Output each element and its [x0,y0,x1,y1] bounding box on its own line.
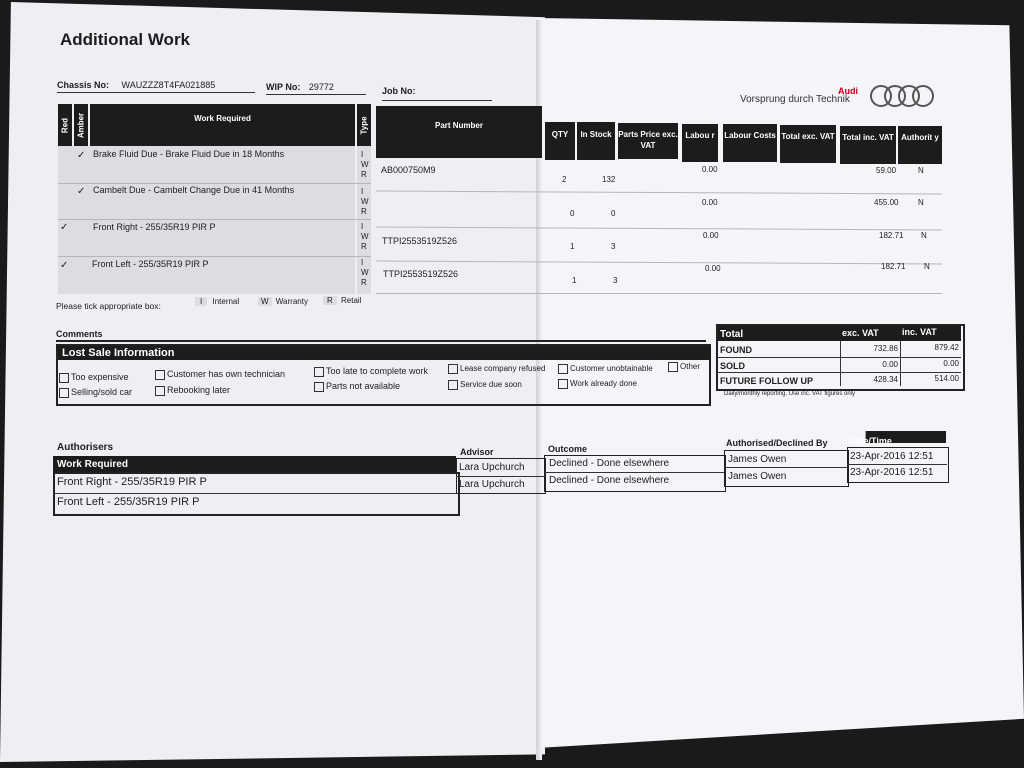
header-labour: Labou r [682,124,718,162]
chassis-field [57,80,255,93]
checkbox[interactable] [448,380,458,390]
lost-sale-option[interactable] [448,380,522,390]
auth-header-outcome: Outcome [548,444,588,454]
row3-total-inc: 182.71 [879,231,904,240]
row2-total-inc: 455.00 [874,198,899,207]
row-divider [58,256,371,257]
work-rows-shade [58,146,355,294]
auth-row2-work: Front Left - 255/35R19 PIR P [57,496,200,508]
header-total-exc: Total exc. VAT [780,125,836,163]
option-label: Service due soon [460,380,522,390]
auth-row1-advisor: Lara Upchurch [459,462,525,473]
row4-type-r: R [361,278,367,287]
row2-auth: N [918,198,924,207]
row3-type-r: R [361,242,367,251]
row3-part: TTPI2553519Z526 [382,236,458,246]
totals-found-inc: 879.42 [934,343,959,352]
lost-sale-option[interactable] [155,369,285,380]
totals-found-label: FOUND [720,345,752,355]
header-amber-label: Amber [76,112,86,139]
legend-warranty-label: Warranty [275,297,308,306]
checkbox[interactable] [155,370,165,380]
checkbox[interactable] [448,364,458,374]
row2-work: Cambelt Due - Cambelt Change Due in 41 Months [93,185,295,195]
row-divider [376,293,942,294]
header-red-label: Red [60,117,70,134]
totals-sold-inc: 0.00 [943,359,959,368]
lost-sale-option[interactable] [59,387,132,398]
totals-found-exc: 732.86 [873,344,898,353]
wip-label: WIP No: [266,82,301,92]
row3-type-w: W [361,232,369,241]
auth-row1-work: Front Right - 255/35R19 PIR P [57,476,207,488]
row4-auth: N [924,262,930,271]
row2-type-i: I [361,187,364,196]
totals-future-label: FUTURE FOLLOW UP [720,376,813,386]
totals-sold-label: SOLD [720,361,746,371]
row4-labour: 0.00 [705,264,721,273]
totals-exc-header: exc. VAT [842,328,879,338]
option-label: Lease company refused [460,364,546,374]
row1-qty: 2 [562,175,567,184]
totals-inc-header: inc. VAT [902,327,937,337]
option-label: Parts not available [326,381,401,391]
auth-header-by: Authorised/Declined By [726,438,828,448]
row2-stock: 0 [611,209,616,218]
totals-note: Daily/monthly reporting. Use inc. VAT figures only [724,391,856,397]
legend-retail [323,296,361,305]
lost-sale-option[interactable] [155,385,230,396]
row1-type-w: W [361,160,369,169]
header-parts-price: Parts Price exc. VAT [618,123,678,159]
chassis-value: WAUZZZ8T4FA021885 [121,80,216,90]
auth-row2-date: 23-Apr-2016 12:51 [850,467,934,478]
lost-sale-title: Lost Sale Information [58,346,711,360]
row1-auth: N [918,166,924,175]
row4-work: Front Left - 255/35R19 PIR P [92,259,209,269]
totals-col-divider [900,341,901,386]
legend-internal-label: Internal [212,297,240,306]
lost-sale-option[interactable] [668,362,700,372]
auth-row1-outcome: Declined - Done elsewhere [549,458,670,469]
row1-work: Brake Fluid Due - Brake Fluid Due in 18 Months [93,149,285,159]
header-total-inc: Total inc. VAT [840,126,896,164]
chassis-label: Chassis No: [57,80,110,90]
row1-type-i: I [361,150,364,159]
auth-divider [847,464,947,465]
row4-part: TTPI2553519Z526 [383,269,459,279]
option-label: Too late to complete work [326,366,429,376]
row2-amber-tick: ✓ [77,186,86,197]
row1-type [361,150,369,180]
legend-internal [195,297,239,306]
row3-labour: 0.00 [703,231,719,240]
row3-type [361,222,369,252]
auth-header-date: Date/Time [849,436,892,446]
totals-future-exc: 428.34 [873,375,898,384]
row2-qty: 0 [570,209,575,218]
auth-row2-outcome: Declined - Done elsewhere [549,475,670,486]
auth-divider [544,472,724,473]
row1-stock: 132 [602,175,616,184]
row4-type-i: I [361,258,364,267]
option-label: Other [680,362,701,372]
header-work-required: Work Required [90,104,355,146]
totals-title: Total [720,329,744,340]
wip-field [266,82,366,95]
comments-label: Comments [56,329,706,342]
row3-work: Front Right - 255/35R19 PIR P [93,222,216,232]
header-qty: QTY [545,122,575,160]
auth-row2-by: James Owen [728,471,787,482]
job-field [382,86,492,101]
row4-type-w: W [361,268,369,277]
brand-tagline: Vorsprung durch Technik [740,94,850,105]
audi-rings-logo [868,83,938,109]
legend-internal-code: I [195,297,207,306]
legend-warranty [258,297,308,306]
option-label: Work already done [570,379,637,389]
row3-red-tick: ✓ [60,222,69,233]
legend-warranty-code: W [258,297,272,306]
row2-type-w: W [361,197,369,206]
checkbox[interactable] [59,373,69,383]
row4-total-inc: 182.71 [881,262,906,271]
lost-sale-option[interactable] [314,381,400,392]
row2-type [361,187,369,217]
legend-prompt: Please tick appropriate box: [56,301,161,311]
header-amber [74,104,88,146]
legend-retail-label: Retail [341,296,362,305]
totals-col-divider [840,341,841,386]
option-label: Rebooking later [167,385,231,395]
row3-stock: 3 [611,242,616,251]
auth-divider [53,493,456,494]
option-label: Selling/sold car [71,387,133,397]
row1-type-r: R [361,170,367,179]
auth-divider [456,476,544,477]
lost-sale-option[interactable] [558,379,637,389]
header-authority: Authorit y [898,126,942,164]
row2-type-r: R [361,207,367,216]
header-in-stock: In Stock [577,122,615,160]
lost-sale-option[interactable] [59,372,129,383]
checkbox[interactable] [314,382,324,392]
lost-sale-option[interactable] [314,366,428,377]
auth-row2-advisor: Lara Upchurch [459,479,525,490]
lost-sale-option[interactable] [558,364,653,374]
row1-total-inc: 59.00 [876,166,897,175]
header-type-label: Type [359,116,369,135]
option-label: Customer unobtainable [570,364,653,374]
legend-retail-code: R [323,296,337,305]
row4-type [361,258,369,288]
page-title: Additional Work [60,30,191,49]
header-labour-costs: Labour Costs [723,124,777,162]
option-label: Too expensive [71,372,129,382]
header-part-number: Part Number [376,106,542,158]
checkbox[interactable] [558,379,568,389]
header-type [357,104,371,146]
row3-type-i: I [361,222,364,231]
auth-header-advisor: Advisor [460,447,494,457]
checkbox[interactable] [668,362,678,372]
totals-future-inc: 514.00 [934,374,959,383]
row3-auth: N [921,231,927,240]
row1-part: AB000750M9 [381,165,436,175]
job-label: Job No: [382,86,416,96]
row4-qty: 1 [572,276,577,285]
row4-stock: 3 [613,276,618,285]
row2-labour: 0.00 [702,198,718,207]
row-divider [58,183,371,184]
row-divider [58,219,371,220]
row4-red-tick: ✓ [60,260,69,271]
option-label: Customer has own technician [167,369,286,379]
header-red [58,104,72,146]
wip-value: 29772 [308,82,334,92]
auth-row1-by: James Owen [728,454,787,465]
row1-labour: 0.00 [702,165,718,174]
row1-amber-tick: ✓ [77,150,86,161]
checkbox[interactable] [155,386,165,396]
checkbox[interactable] [59,388,69,398]
authorisers-title: Authorisers [57,442,114,453]
checkbox[interactable] [314,367,324,377]
lost-sale-option[interactable] [448,364,545,374]
brand-name: Audi [838,86,858,96]
row3-qty: 1 [570,242,575,251]
totals-sold-exc: 0.00 [882,360,898,369]
auth-header-work: Work Required [57,459,128,470]
auth-divider [724,467,847,468]
checkbox[interactable] [558,364,568,374]
auth-row1-date: 23-Apr-2016 12:51 [850,451,934,462]
